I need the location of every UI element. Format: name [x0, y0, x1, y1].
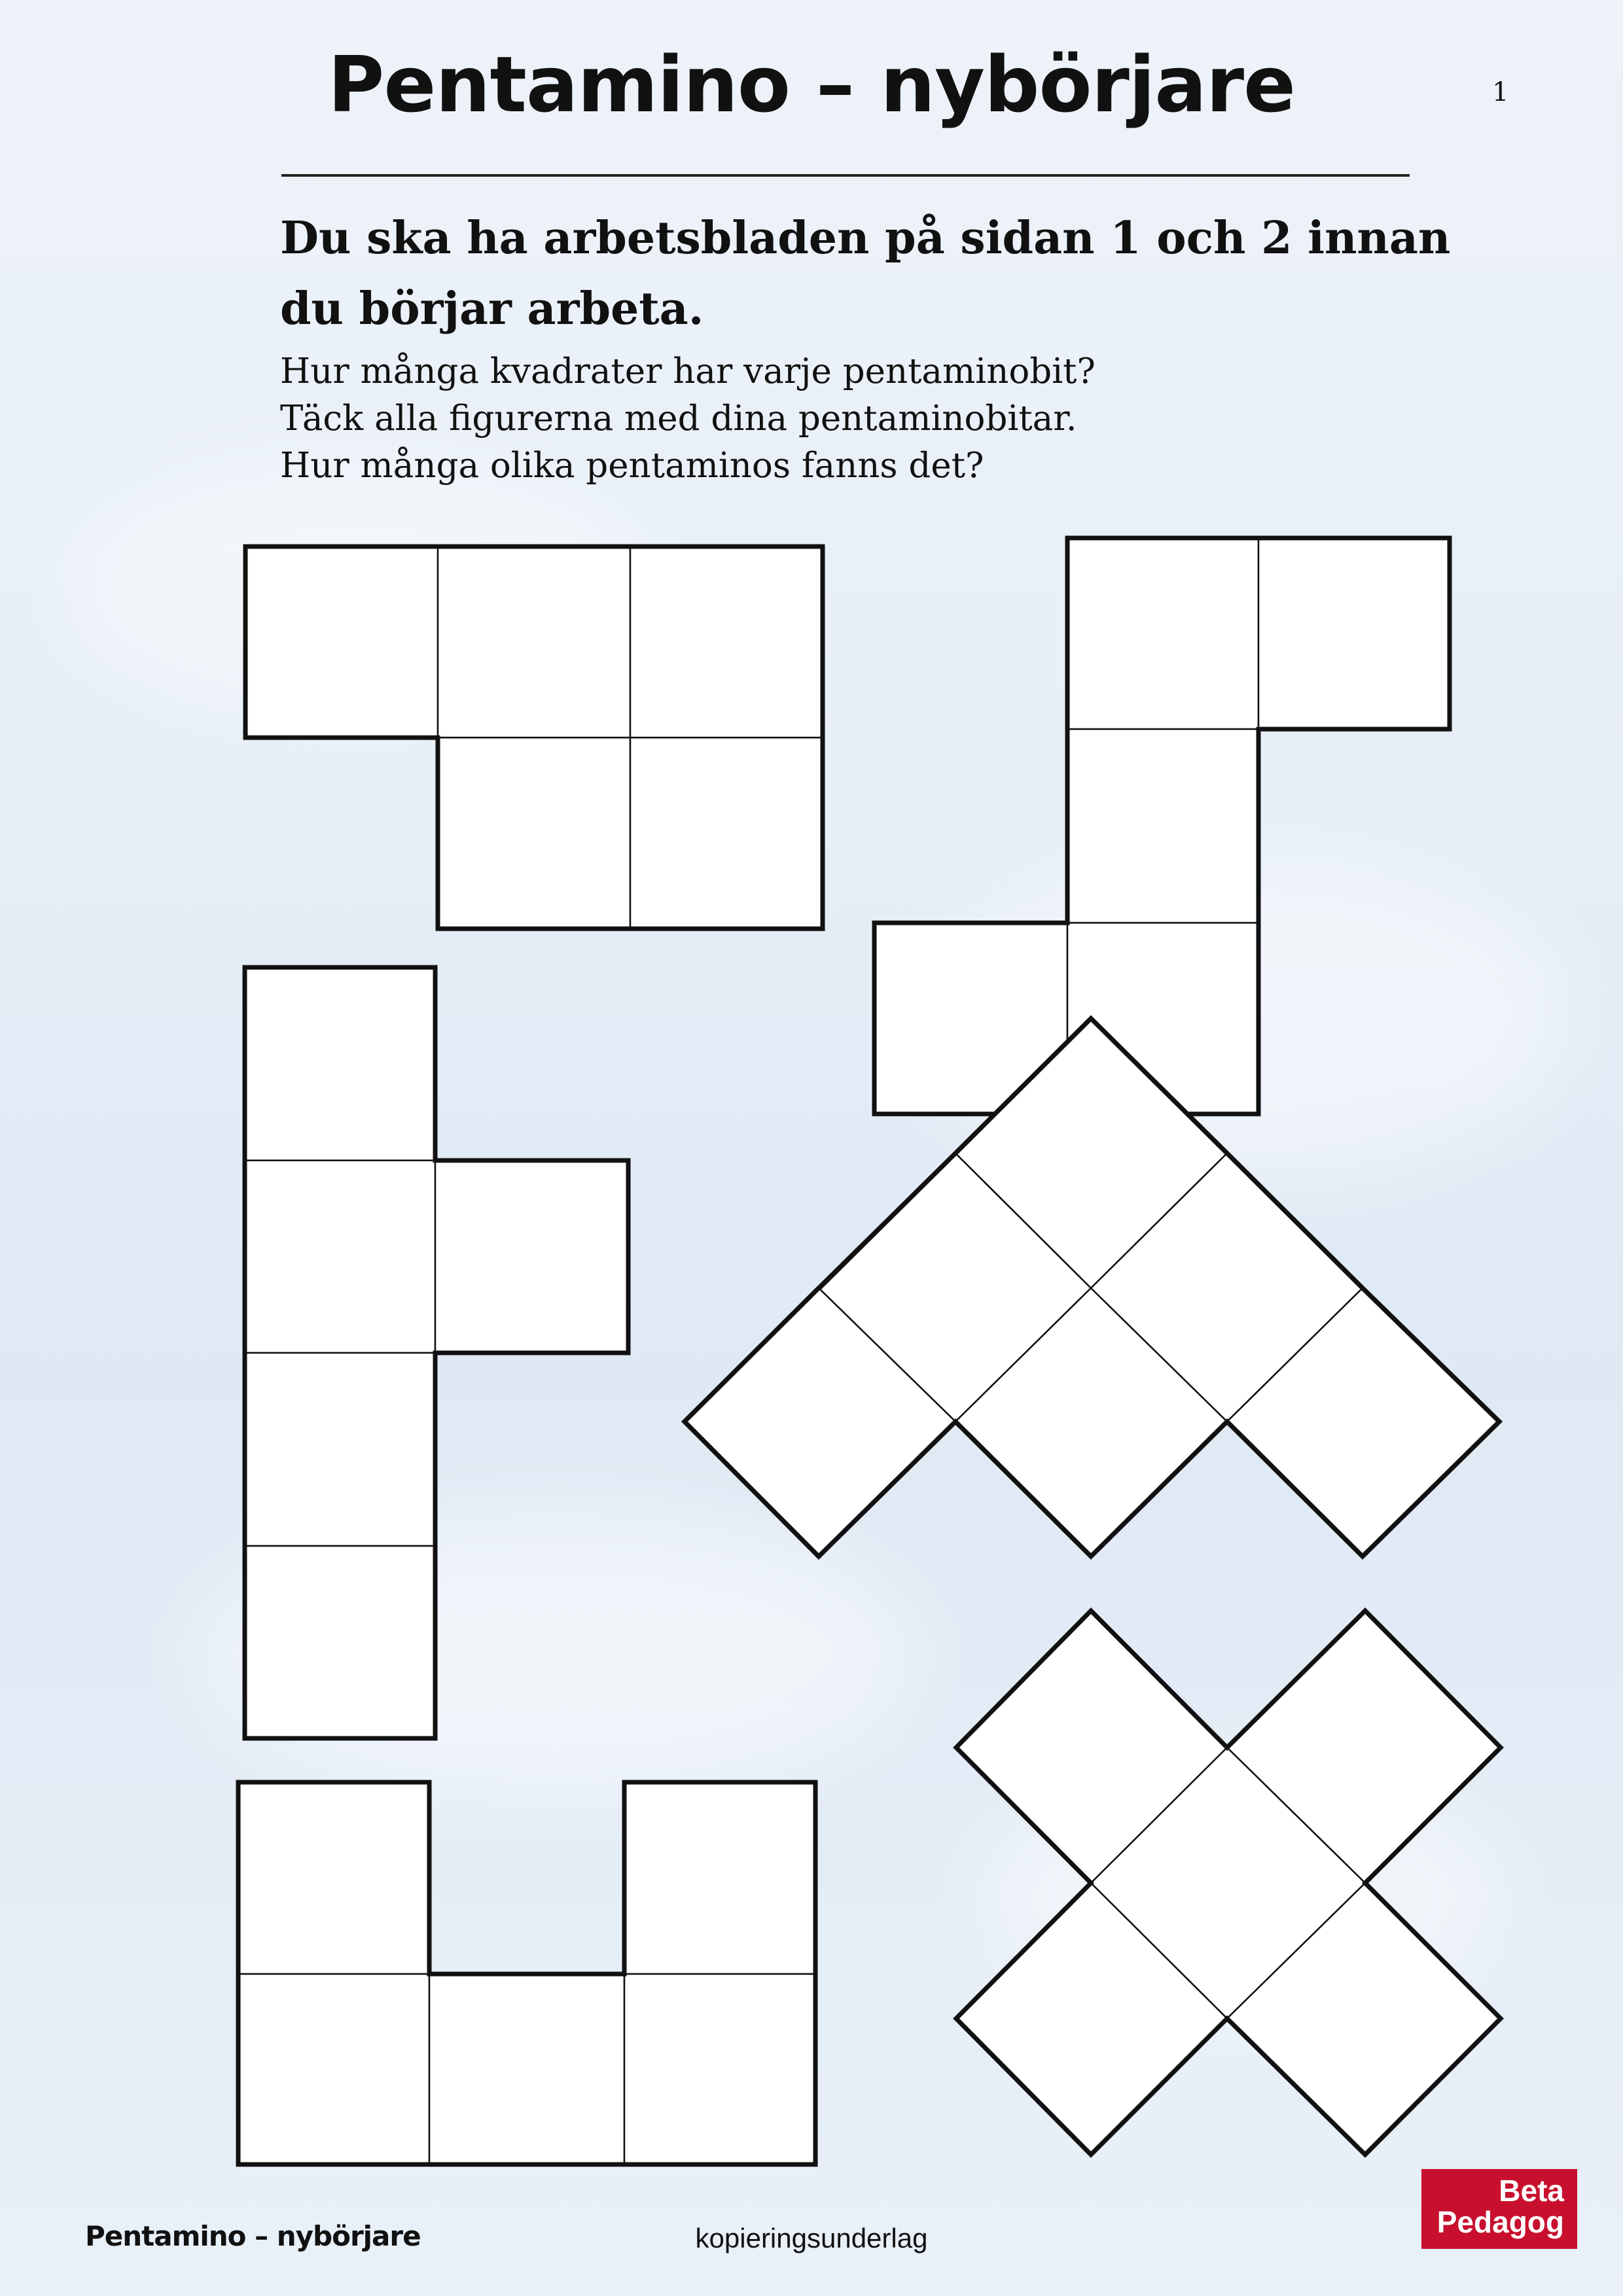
instruction-lead: Du ska ha arbetsbladen på sidan 1 och 2 innan du börjar arbeta.	[280, 212, 1451, 335]
x-pentomino	[956, 1611, 1501, 2155]
footer-title: Pentamino – nybörjare	[85, 2220, 421, 2252]
p-pentomino	[245, 547, 823, 929]
s-pentomino	[874, 538, 1450, 1114]
question-1: Hur många kvadrater har varje pentaminobit?	[280, 351, 1096, 391]
page-title: Pentamino – nybörjare	[327, 39, 1296, 130]
question-3: Hur många olika pentaminos fanns det?	[280, 446, 984, 486]
page-number: 1	[1492, 77, 1509, 107]
question-2: Täck alla figurerna med dina pentaminobitar.	[280, 399, 1077, 439]
footer-copy-note: kopieringsunderlag	[695, 2223, 928, 2253]
u-pentomino	[238, 1782, 815, 2164]
y-pentomino	[245, 967, 628, 1738]
logo-line-2: Pedagog	[1436, 2205, 1564, 2239]
beta-pedagog-logo	[1421, 2169, 1577, 2249]
logo-line-1: Beta	[1499, 2174, 1564, 2208]
